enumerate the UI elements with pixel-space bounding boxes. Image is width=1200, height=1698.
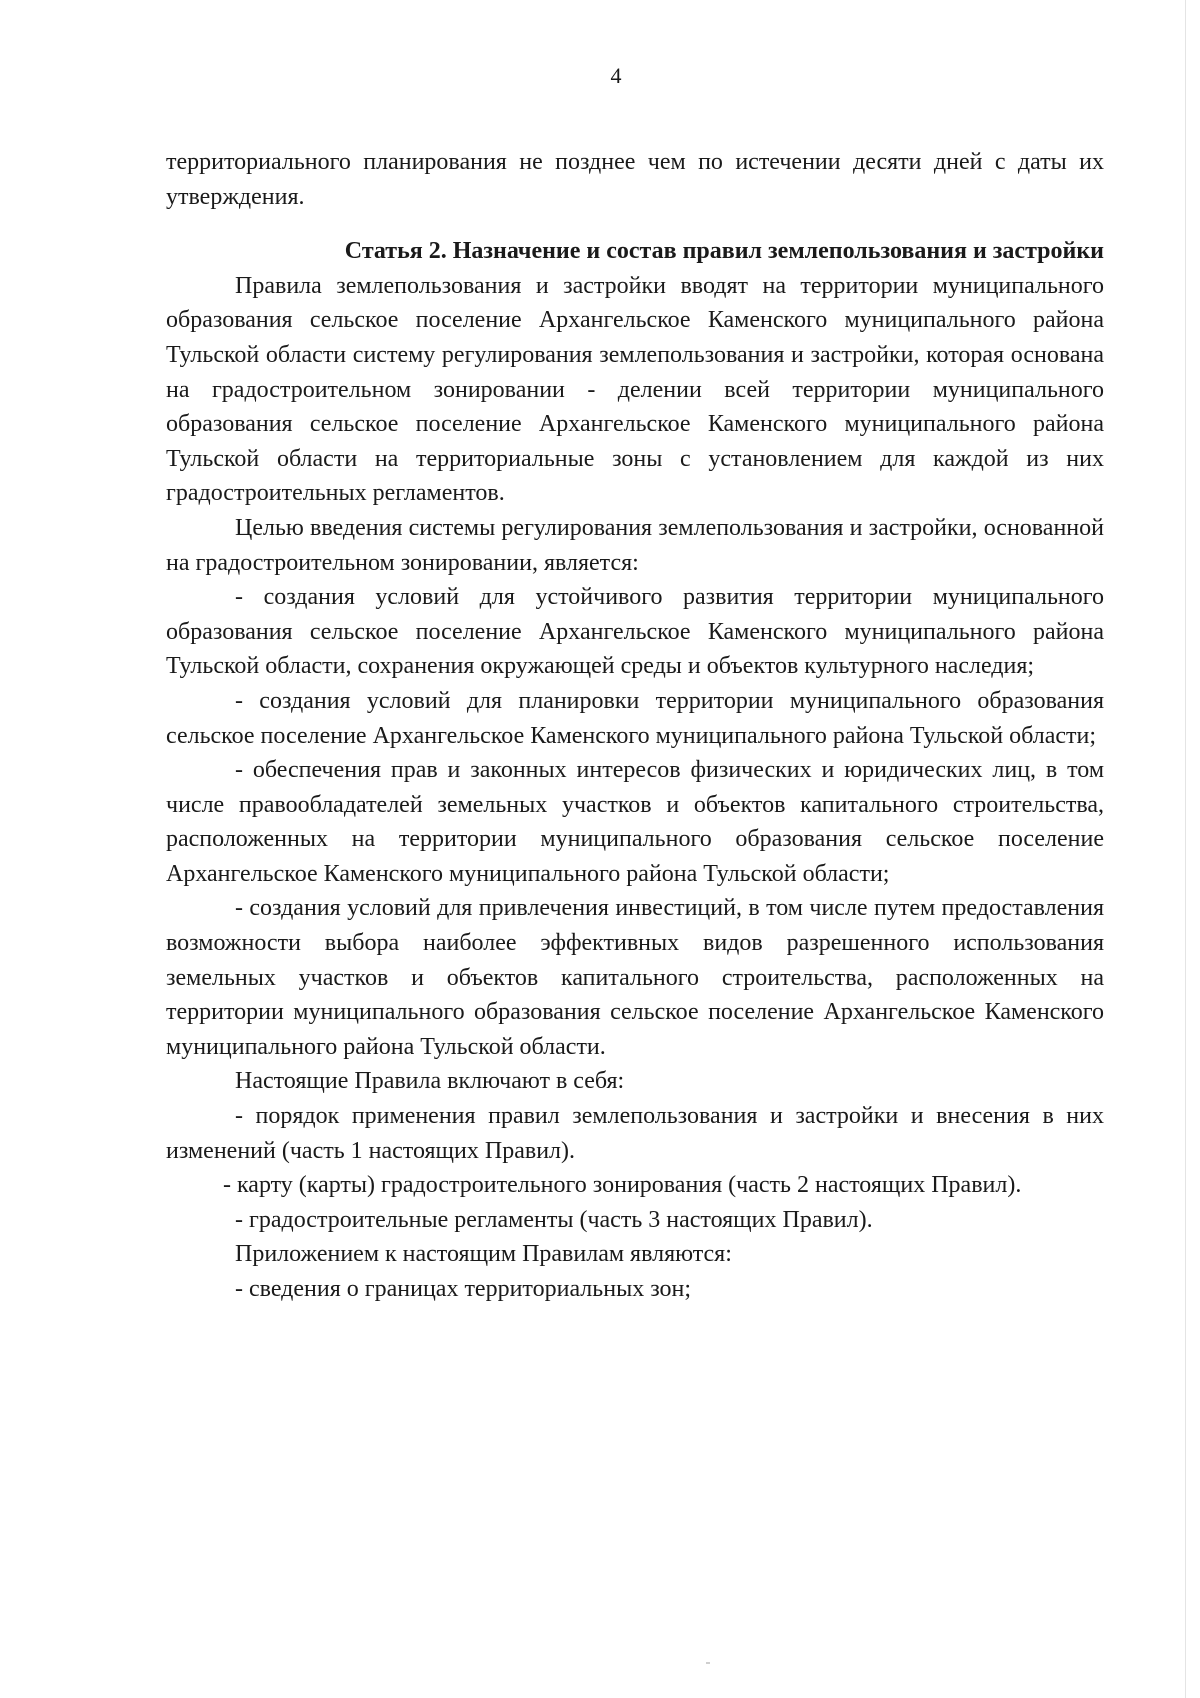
- list-item-sustainable-development: - создания условий для устойчивого развития территории муниципального образования сельское поселение Архангельское Каменского муниципального района Тульской области, сохранения окружающей среды и объектов культурного наследия;: [166, 584, 1104, 680]
- list-item-part-3: - градостроительные регламенты (часть 3 настоящих Правил).: [235, 1206, 873, 1233]
- list-item-part-1: - порядок применения правил землепользования и застройки и внесения в них изменений (часть 1 настоящих Правил).: [166, 1103, 1104, 1164]
- paragraph-goal-intro: Целью введения системы регулирования землепользования и застройки, основанной на градостроительном зонировании, является:: [166, 514, 1104, 576]
- list-item-investments: - создания условий для привлечения инвестиций, в том числе путем предоставления возможности выбора наиболее эффективных видов разрешенного использования земельных участков и объектов капитального строительства, расположенных на территории муниципального образования сельское поселение Архангельское Каменского муниципального района Тульской области.: [166, 895, 1104, 1060]
- article-heading: Статья 2. Назначение и состав правил землепользования и застройки: [344, 238, 1104, 265]
- list-item-zone-boundaries: - сведения о границах территориальных зон;: [235, 1276, 692, 1302]
- scan-edge-line: [1185, 0, 1186, 1698]
- list-item-rights-protection: - обеспечения прав и законных интересов физических и юридических лиц, в том числе правообладателей земельных участков и объектов капитального строительства, расположенных на территории муниципального образования сельское поселение Архангельское Каменского муниципального района Тульской области;: [166, 757, 1104, 887]
- list-item-territory-planning: - создания условий для планировки территории муниципального образования сельское поселение Архангельское Каменского муниципального района Тульской области;: [166, 687, 1104, 749]
- list-item-part-2: - карту (карты) градостроительного зонирования (часть 2 настоящих Правил).: [223, 1172, 1022, 1199]
- page-number: 4: [610, 63, 622, 88]
- paragraph-continuation: территориального планирования не позднее чем по истечении десяти дней с даты их утверждения.: [166, 149, 1104, 210]
- document-body: [166, 145, 1104, 1307]
- paragraph-appendix-intro: Приложением к настоящим Правилам являются:: [235, 1241, 732, 1268]
- scan-artifact: [706, 1662, 710, 1664]
- paragraph-rules-purpose: Правила землепользования и застройки вводят на территории муниципального образования сельское поселение Архангельское Каменского муниципального района Тульской области систему регулирования землепользования и застройки, которая основана на градостроительном зонировании - делении всей территории муниципального образования сельское поселение Архангельское Каменского муниципального района Тульской области на территориальные зоны с установлением для каждой из них градостроительных регламентов.: [166, 272, 1104, 507]
- paragraph-rules-contents-intro: Настоящие Правила включают в себя:: [235, 1068, 625, 1095]
